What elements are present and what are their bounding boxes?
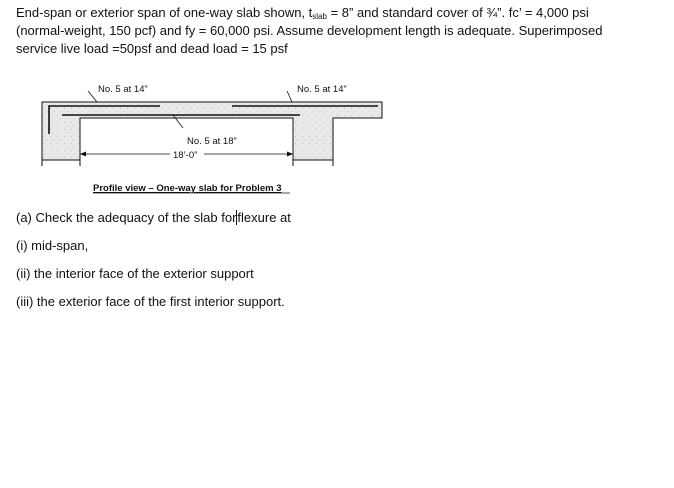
problem-statement (16, 4, 666, 58)
figure-caption: Profile view – One-way slab for Problem 3 (93, 183, 282, 194)
label-top-left: No. 5 at 14” (98, 84, 148, 95)
problem-line-3: service live load =50psf and dead load = 15 psf (16, 41, 288, 56)
slab-profile-figure (0, 72, 674, 202)
label-bottom-bar: No. 5 at 18” (187, 136, 237, 147)
span-dimension: 18’-0” (173, 150, 198, 161)
question-iii: (iii) the exterior face of the first interior support. (16, 294, 285, 309)
question-ii: (ii) the interior face of the exterior support (16, 266, 254, 281)
label-top-right: No. 5 at 14” (297, 84, 347, 95)
problem-line-1: End-span or exterior span of one-way slab shown, $t_{slab} = 8$” and standard cover of ¾”. fc’ = 4,000 psi (16, 5, 589, 21)
question-a: (a) Check the adequacy of the slab forflexure at (16, 210, 291, 225)
slab-concrete-section (42, 102, 382, 160)
question-i: (i) mid-span, (16, 238, 89, 253)
problem-line-2: (normal-weight, 150 pcf) and fy = 60,000 psi. Assume development length is adequate. Superimposed (16, 23, 603, 38)
